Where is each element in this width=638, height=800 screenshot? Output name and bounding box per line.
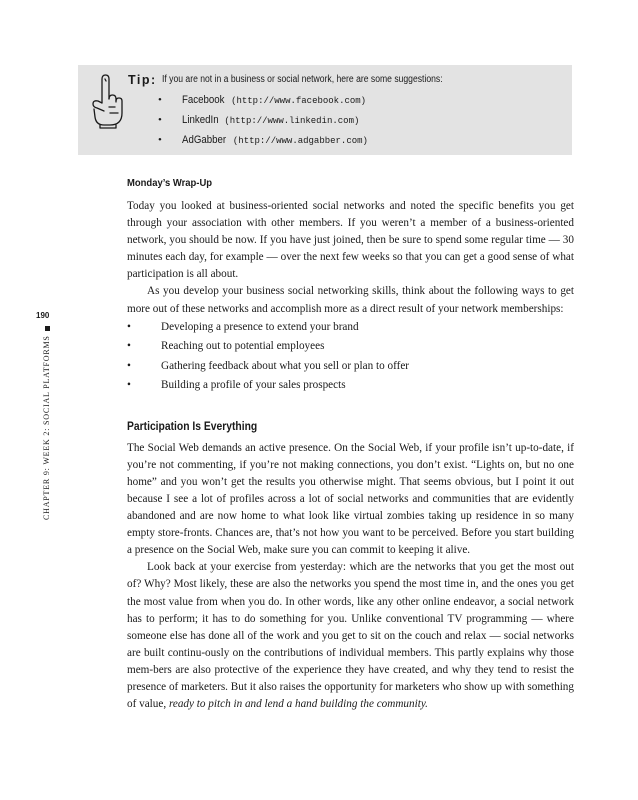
participation-paragraph-2-italic: ready to pitch in and lend a hand building the community. bbox=[168, 698, 428, 711]
tip-box bbox=[78, 65, 572, 155]
tip-item bbox=[158, 90, 368, 110]
tip-item bbox=[158, 130, 368, 150]
tip-label: Tip: bbox=[128, 73, 157, 87]
list-item bbox=[127, 376, 574, 396]
bullet-icon: • bbox=[127, 320, 131, 333]
participation-paragraph-2-text: Look back at your exercise from yesterday: which are the networks that you get the most out of? Why? Most likely, these are also the networks you spend the most time in, and the ones you get the most value from when you do. In other words, like any other online endeavor, a social network has to perform; it has to do something for you. Unlike conventional TV programming — where someone else has done all of the work and you get to sit on the couch and relax — social networks are built continu-ously on the contributions of individual members. This partly explains why those mem-bers are also protective of the experience they have created, and why they tend to resist the presence of marketers. But it also raises the opportunity for marketers who show up with something of value, bbox=[127, 561, 574, 711]
wrapup-paragraph-1: Today you looked at business-oriented social networks and noted the specific benefits you get through your association with other members. If you weren’t a member of a business-oriented network, you should be now. If you have just joined, then be sure to spend some regular time — 30 minutes each day, for example — over the next few weeks so that you can get a good sense of what participation is all about. bbox=[127, 200, 574, 281]
list-item bbox=[127, 318, 574, 338]
square-icon bbox=[45, 326, 50, 331]
list-item-text: Reaching out to potential employees bbox=[161, 340, 325, 353]
tip-item-url[interactable]: (http://www.facebook.com) bbox=[231, 96, 367, 106]
main-content bbox=[127, 172, 574, 713]
list-item-text: Building a profile of your sales prospects bbox=[161, 379, 346, 392]
wrapup-heading: Monday’s Wrap-Up bbox=[127, 177, 213, 189]
bullet-icon: • bbox=[127, 340, 131, 353]
tip-item-url[interactable]: (http://www.linkedin.com) bbox=[224, 116, 360, 126]
wrapup-bullet-list bbox=[127, 318, 574, 396]
chapter-label-text: CHAPTER 9: WEEK 2: SOCIAL PLATFORMS bbox=[42, 335, 51, 520]
bullet-icon: • bbox=[158, 94, 162, 106]
bullet-icon: • bbox=[158, 134, 162, 146]
list-item bbox=[127, 337, 574, 357]
tip-item bbox=[158, 110, 368, 130]
tip-item-name: LinkedIn bbox=[182, 114, 219, 126]
tip-item-name: Facebook bbox=[182, 94, 225, 106]
participation-paragraph-2 bbox=[127, 559, 574, 713]
wrapup-paragraph-2: As you develop your business social networking skills, think about the following ways to get more out of these networks and accomplish more as a direct result of your network memberships: bbox=[127, 285, 574, 315]
list-item bbox=[127, 357, 574, 377]
bullet-icon: • bbox=[127, 359, 131, 372]
tip-item-url[interactable]: (http://www.adgabber.com) bbox=[232, 136, 368, 146]
bullet-icon: • bbox=[158, 114, 162, 126]
page-number: 190 bbox=[36, 311, 50, 320]
bullet-icon: • bbox=[127, 379, 131, 392]
chapter-label bbox=[42, 326, 51, 520]
participation-paragraph-1: The Social Web demands an active presence. On the Social Web, if your profile isn’t up-to-date, if you’re not commenting, if you’re not making connections, you don’t exist. “Lights on, but no one home” and you won’t get the results you otherwise might. That seems obvious, but I point it out because I see a lot of profiles across a lot of social networks and communities that are evidently abandoned and are now home to what look like virtual zombies taking up residence in so many empty store-fronts. Chances are, that’s not how you want to be perceived. Before you start building a presence on the Social Web, make sure you can commit to keeping it alive. bbox=[127, 441, 574, 557]
tip-intro: If you are not in a business or social network, here are some suggestions: bbox=[162, 74, 443, 85]
tip-list bbox=[158, 90, 368, 150]
participation-heading: Participation Is Everything bbox=[127, 418, 258, 433]
list-item-text: Developing a presence to extend your brand bbox=[161, 320, 359, 333]
list-item-text: Gathering feedback about what you sell or plan to offer bbox=[161, 359, 410, 372]
tip-item-name: AdGabber bbox=[182, 134, 227, 146]
pointing-hand-icon bbox=[88, 73, 126, 129]
